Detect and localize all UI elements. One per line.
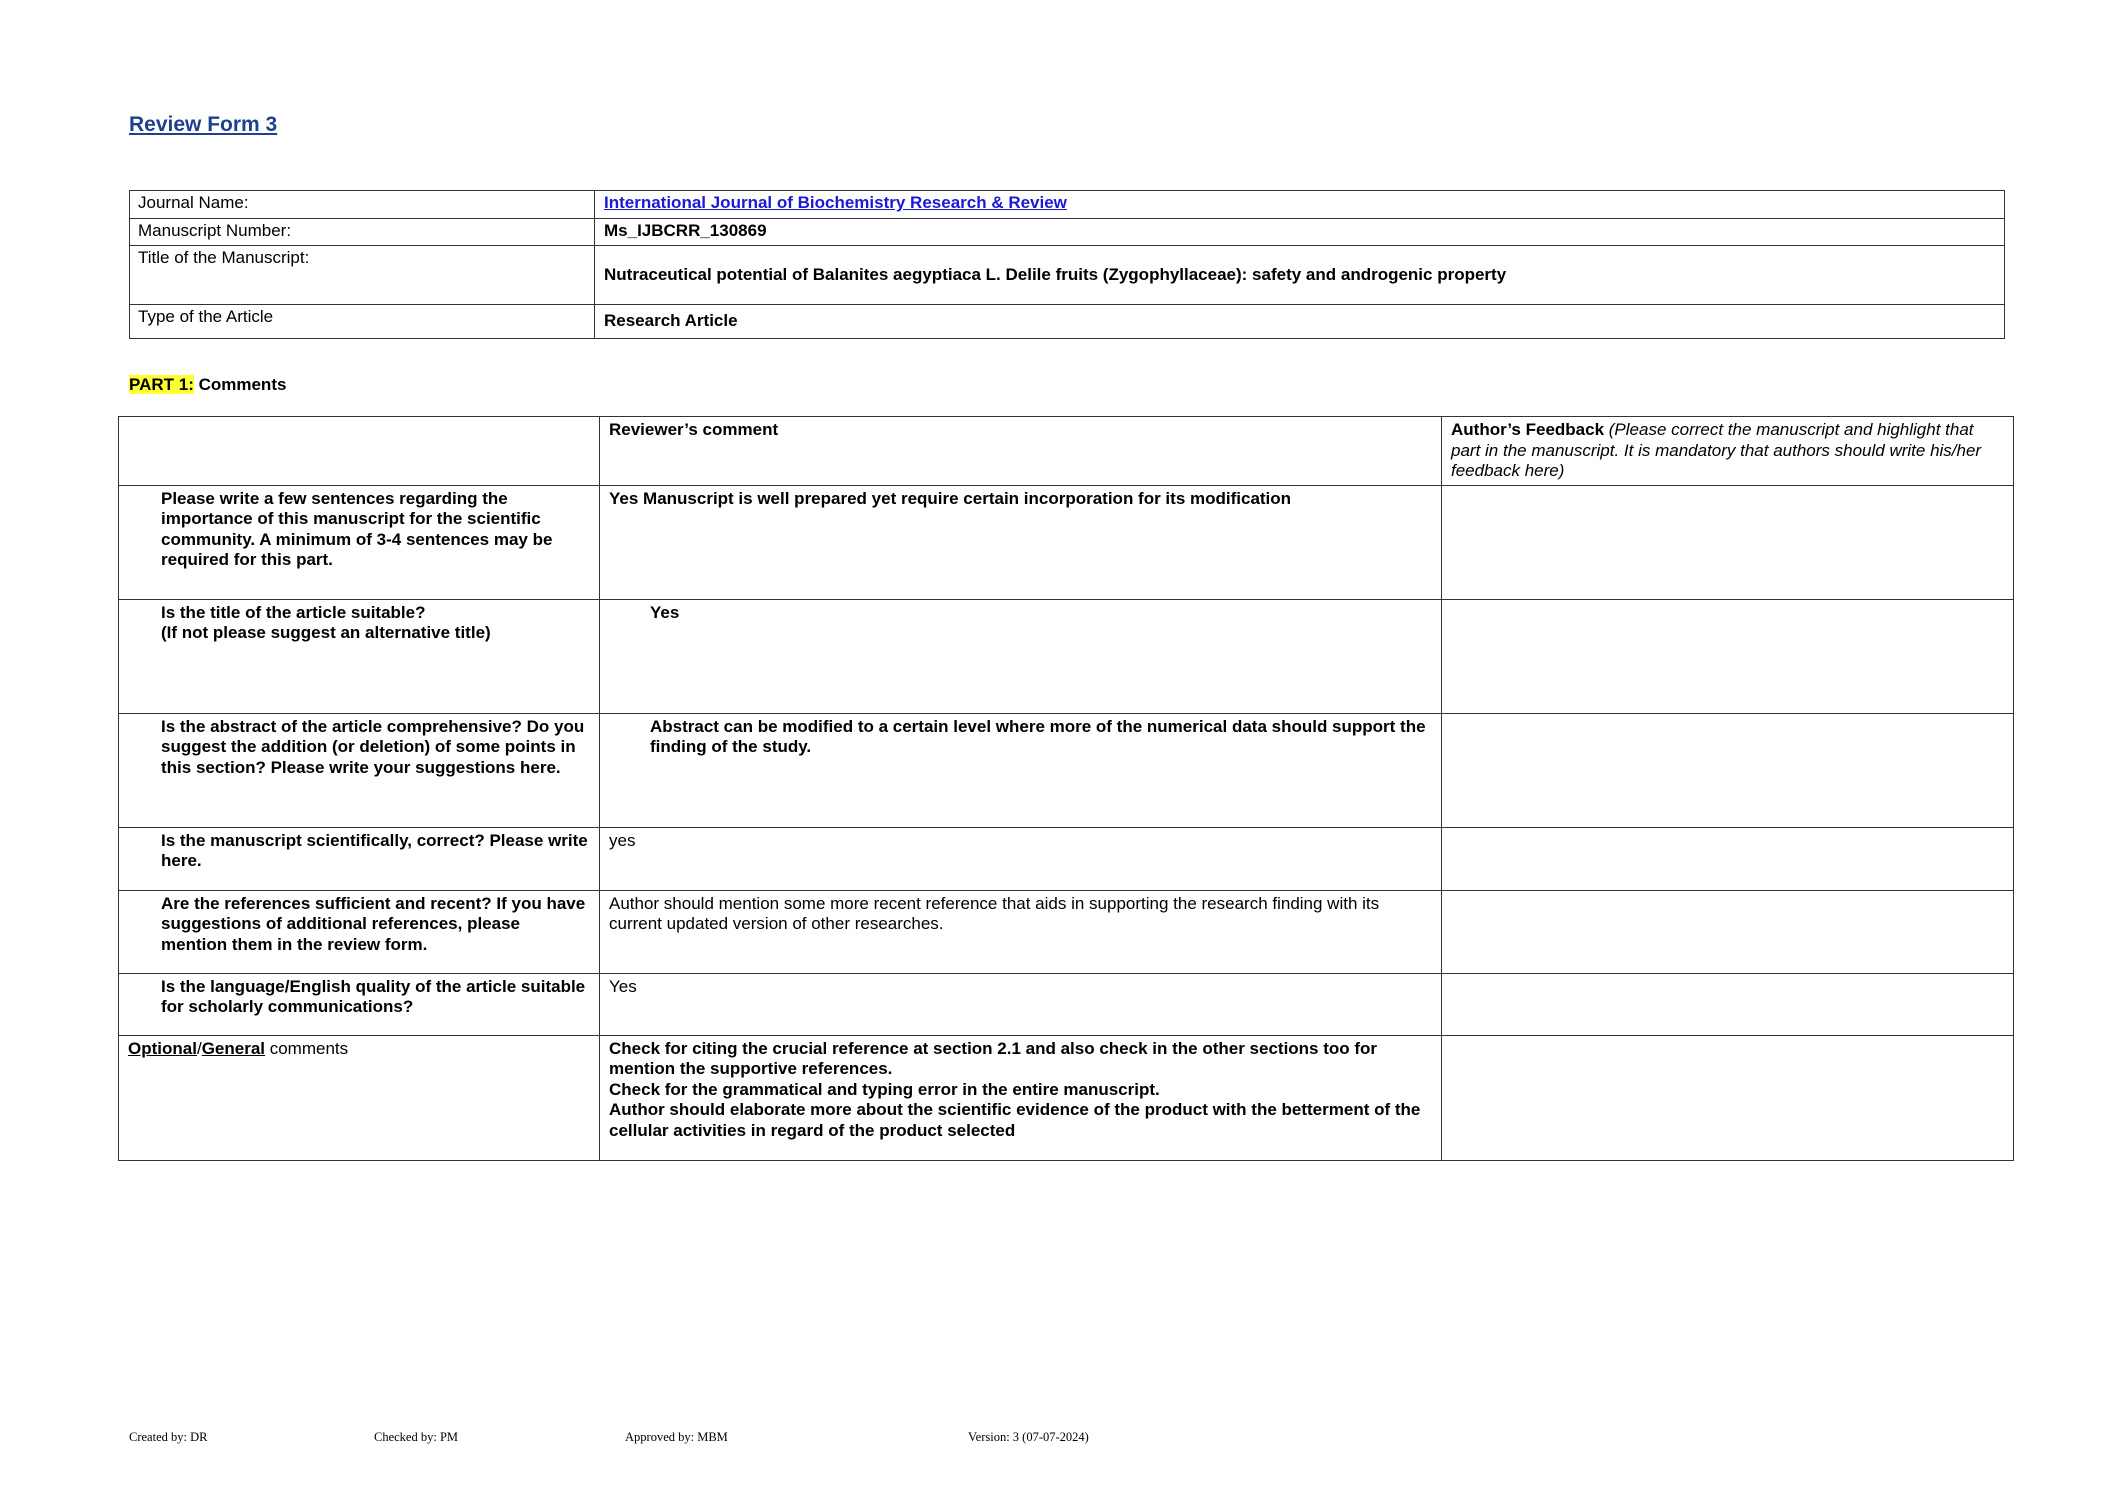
optional-comment-line: Check for the grammatical and typing error in the entire manuscript. (609, 1079, 1160, 1099)
header-empty-cell (119, 417, 600, 486)
question-abstract: Is the abstract of the article comprehensive? Do you suggest the addition (or deletion) of some points in this section? Please write your suggestions here. (119, 713, 600, 827)
footer-checked-by: Checked by: PM (374, 1430, 459, 1444)
journal-name-value (595, 191, 2005, 219)
question-line: (If not please suggest an alternative title) (161, 623, 491, 642)
optional-comments-row (119, 1035, 2014, 1160)
reviewer-comment-cell[interactable]: yes (600, 827, 1442, 890)
journal-link[interactable]: International Journal of Biochemistry Research & Review (604, 193, 1067, 212)
part-1-highlight: PART 1: (129, 375, 194, 394)
info-row-type (130, 305, 2005, 339)
table-row (119, 485, 2014, 599)
general-label: General (201, 1038, 265, 1058)
optional-comment-cell[interactable] (600, 1035, 1442, 1160)
reviewer-comment-cell[interactable]: Abstract can be modified to a certain level where more of the numerical data should support the finding of the study. (600, 713, 1442, 827)
manuscript-info-table (129, 190, 2005, 339)
form-title[interactable]: Review Form 3 (129, 113, 278, 136)
optional-comment-line: Check for citing the crucial reference at section 2.1 and also check in the other sections too for mention the supportive references. (609, 1038, 1378, 1078)
table-row (119, 973, 2014, 1035)
header-reviewer-comment: Reviewer’s comment (600, 417, 1442, 486)
table-row (119, 890, 2014, 973)
reviewer-comment-cell[interactable]: Yes Manuscript is well prepared yet require certain incorporation for its modification (600, 485, 1442, 599)
info-row-title (130, 246, 2005, 305)
part-1-suffix: Comments (193, 375, 287, 394)
author-feedback-cell[interactable] (1442, 890, 2014, 973)
author-feedback-instruction: (Please correct the manuscript and highlight that part in the manuscript. It is mandatory that authors should write his/her feedback here) (1451, 420, 1982, 480)
optional-label: Optional (128, 1038, 197, 1058)
header-author-feedback (1442, 417, 2014, 486)
footer-created-by: Created by: DR (129, 1430, 208, 1444)
comments-table (118, 416, 2014, 1161)
author-feedback-cell[interactable] (1442, 1035, 2014, 1160)
author-feedback-cell[interactable] (1442, 973, 2014, 1035)
manuscript-number-label: Manuscript Number: (130, 219, 595, 246)
reviewer-comment-cell[interactable]: Author should mention some more recent reference that aids in supporting the research finding with its current updated version of other researches. (600, 890, 1442, 973)
question-references: Are the references sufficient and recent? If you have suggestions of additional references, please mention them in the review form. (119, 890, 600, 973)
author-feedback-cell[interactable] (1442, 827, 2014, 890)
comments-header-row (119, 417, 2014, 486)
question-language: Is the language/English quality of the article suitable for scholarly communications? (119, 973, 600, 1035)
question-title-suitable (119, 599, 600, 713)
reviewer-comment-cell[interactable]: Yes (600, 973, 1442, 1035)
comments-label: comments (265, 1038, 349, 1058)
journal-name-label: Journal Name: (130, 191, 595, 219)
optional-general-label (119, 1035, 600, 1160)
author-feedback-cell[interactable] (1442, 485, 2014, 599)
article-type-value: Research Article (595, 305, 2005, 339)
info-row-journal (130, 191, 2005, 219)
footer-version: Version: 3 (07-07-2024) (968, 1430, 1089, 1444)
manuscript-number-value: Ms_IJBCRR_130869 (595, 219, 2005, 246)
info-row-manuscript-number (130, 219, 2005, 246)
part-1-heading (129, 375, 286, 395)
table-row (119, 827, 2014, 890)
question-line: Is the title of the article suitable? (161, 602, 426, 622)
optional-comment-line: Author should elaborate more about the scientific evidence of the product with the betterment of the cellular activities in regard of the product selected (609, 1100, 1421, 1140)
article-type-label: Type of the Article (130, 305, 595, 339)
author-feedback-cell[interactable] (1442, 599, 2014, 713)
table-row (119, 599, 2014, 713)
reviewer-comment-cell[interactable]: Yes (600, 599, 1442, 713)
question-importance: Please write a few sentences regarding the importance of this manuscript for the scientific community. A minimum of 3-4 sentences may be required for this part. (119, 485, 600, 599)
author-feedback-cell[interactable] (1442, 713, 2014, 827)
footer-approved-by: Approved by: MBM (625, 1430, 728, 1444)
manuscript-title-label: Title of the Manuscript: (130, 246, 595, 305)
table-row (119, 713, 2014, 827)
author-feedback-label: Author’s Feedback (1451, 420, 1605, 439)
manuscript-title-value: Nutraceutical potential of Balanites aegyptiaca L. Delile fruits (Zygophyllaceae): safety and androgenic property (595, 246, 2005, 305)
optional-separator: / (196, 1038, 202, 1058)
question-scientific: Is the manuscript scientifically, correct? Please write here. (119, 827, 600, 890)
